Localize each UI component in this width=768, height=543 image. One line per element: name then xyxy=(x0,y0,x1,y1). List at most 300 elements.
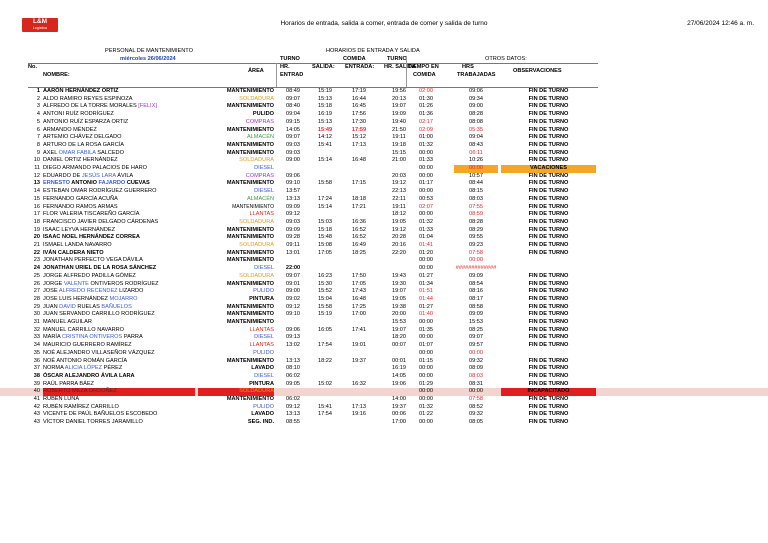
meal-out-time: 15:58 xyxy=(318,303,332,310)
employee-area: MANTENIMIENTO xyxy=(226,280,274,287)
table-row xyxy=(0,211,768,219)
employee-name: MANUEL AGUILAR xyxy=(43,319,92,325)
observation: VACACIONES xyxy=(501,165,596,173)
hours-worked: 09:55 xyxy=(469,234,483,241)
exit-time: 19:12 xyxy=(392,180,406,187)
exit-time: 22:13 xyxy=(392,188,406,195)
employee-area: COMPRAS xyxy=(245,118,274,125)
table-row xyxy=(0,188,768,196)
employee-name: VÍCTOR DANIEL TORRES JARAMILLO xyxy=(43,419,143,426)
employee-name-part: BAÑUELOS xyxy=(101,303,132,310)
meal-duration: 01:34 xyxy=(419,280,433,287)
header-no: No. xyxy=(28,64,38,70)
employee-name: JUAN SERVANDO CARRILLO RODRÍGUEZ xyxy=(43,311,155,318)
meal-out-time: 17:54 xyxy=(318,342,332,349)
table-row xyxy=(0,373,768,381)
observation: FIN DE TURNO xyxy=(528,211,569,218)
table-row xyxy=(0,157,768,165)
employee-name: MAURICIO GUERRERO RAMÍREZ xyxy=(43,342,132,349)
hours-worked: 15:53 xyxy=(469,319,483,325)
exit-time: 19:12 xyxy=(392,226,406,233)
row-number: 36 xyxy=(33,357,40,364)
meal-out-time: 15:08 xyxy=(318,242,332,248)
employee-name-part: JESÚS LARA xyxy=(81,172,116,179)
header-tiempo-en: TIEMPO EN xyxy=(408,64,439,70)
employee-name-part: PÉREZ xyxy=(102,365,123,372)
employee-name: NOÉ ANTONIO ROMÁN GARCÍA xyxy=(43,357,128,364)
row-number: 42 xyxy=(33,403,40,410)
hours-worked: 08:09 xyxy=(469,365,483,372)
exit-time: 22:11 xyxy=(392,195,406,202)
exit-time: 16:19 xyxy=(392,365,406,372)
page-title: Horarios de entrada, salida a comer, entrada de comer y salida de turno xyxy=(280,20,488,27)
table-row xyxy=(0,319,768,327)
employee-area: SOLDADURA xyxy=(198,388,274,396)
employee-name-part: ALFREDO RECENDEZ xyxy=(58,288,118,295)
employee-area: PULIDO xyxy=(252,111,274,118)
observation: FIN DE TURNO xyxy=(528,95,569,102)
employee-area: SOLDADURA xyxy=(239,218,274,225)
meal-in-time: 16:45 xyxy=(352,103,366,110)
header-comida-2: COMIDA xyxy=(413,72,436,78)
meal-out-time xyxy=(309,211,341,219)
employee-name-part: LIZARDO xyxy=(117,288,144,295)
exit-time: 19:05 xyxy=(392,295,406,302)
meal-out-time: 15:18 xyxy=(318,103,332,110)
row-number: 16 xyxy=(33,203,40,210)
employee-area: DIESEL xyxy=(254,165,274,171)
hours-worked: 10:57 xyxy=(469,172,483,179)
meal-duration: 02:07 xyxy=(419,203,433,210)
table-row xyxy=(0,142,768,150)
hours-worked: 08:15 xyxy=(469,188,483,195)
meal-out-time xyxy=(309,396,341,404)
row-number: 11 xyxy=(34,165,40,171)
table-row xyxy=(0,311,768,319)
meal-duration: 00:00 xyxy=(419,365,433,372)
employee-area: LLANTAS xyxy=(249,342,274,349)
meal-duration: 01:07 xyxy=(419,342,433,349)
row-number: 35 xyxy=(33,349,40,356)
row-number: 38 xyxy=(33,372,40,379)
entry-time: 22:00 xyxy=(285,265,301,272)
exit-time: 00:06 xyxy=(392,411,406,418)
meal-duration: 00:00 xyxy=(419,349,433,356)
exit-time: 20:13 xyxy=(392,95,406,102)
meal-in-time xyxy=(343,373,375,381)
exit-time: 18:12 xyxy=(392,211,406,218)
employee-area: DIESEL xyxy=(254,334,274,341)
meal-duration: 00:00 xyxy=(419,319,433,325)
row-number: 8 xyxy=(36,141,40,148)
employee-area: LAVADO xyxy=(251,365,274,372)
employee-name: JONATHAN PERFECTO VEGA DÁVILA xyxy=(43,257,143,264)
employee-name xyxy=(43,296,195,304)
exit-time: 14:05 xyxy=(392,372,406,379)
hours-worked: 08:25 xyxy=(469,326,483,333)
employee-name-part: [FELIX] xyxy=(138,103,157,110)
meal-out-time xyxy=(309,388,341,396)
table-row xyxy=(0,281,768,289)
exit-time: 17:00 xyxy=(392,419,406,426)
employee-area: MANTENIMIENTO xyxy=(226,88,274,94)
table-row xyxy=(0,173,768,181)
entry-time: 13:13 xyxy=(286,357,300,364)
employee-area: MANTENIMIENTO xyxy=(226,357,274,364)
observation: FIN DE TURNO xyxy=(528,195,569,202)
row-number: 18 xyxy=(33,218,40,225)
observation: FIN DE TURNO xyxy=(528,188,569,195)
employee-area: MANTENIMIENTO xyxy=(226,234,274,241)
entry-time: 09:07 xyxy=(286,272,300,279)
header-divider xyxy=(276,63,277,87)
meal-duration: 01:15 xyxy=(419,357,433,364)
observation: FIN DE TURNO xyxy=(528,234,569,241)
table-row xyxy=(0,134,768,142)
exit-time: 19:11 xyxy=(392,203,406,210)
header-comida: COMIDA xyxy=(343,56,366,62)
meal-in-time: 19:16 xyxy=(352,411,366,418)
observation: FIN DE TURNO xyxy=(528,365,569,372)
meal-out-time: 18:22 xyxy=(318,357,332,364)
employee-area: PULIDO xyxy=(253,349,274,356)
entry-time: 09:00 xyxy=(286,288,300,295)
entry-time: 09:03 xyxy=(286,149,300,156)
meal-in-time: 16:36 xyxy=(352,218,366,225)
employee-name: RUBÉN RAMÍREZ CARRILLO xyxy=(43,403,119,410)
row-number: 13 xyxy=(33,180,40,187)
table-row xyxy=(0,265,768,273)
meal-duration: 00:00 xyxy=(419,149,433,156)
observation: FIN DE TURNO xyxy=(528,126,569,133)
meal-in-time: 19:37 xyxy=(352,357,366,364)
employee-area: MANTENIMIENTO xyxy=(232,203,274,210)
observation: FIN DE TURNO xyxy=(528,180,569,187)
row-number: 15 xyxy=(33,195,40,202)
exit-time: 15:53 xyxy=(392,319,406,325)
row-number: 19 xyxy=(33,226,40,233)
employee-area: MANTENIMIENTO xyxy=(226,180,274,187)
employee-area: MANTENIMIENTO xyxy=(226,303,274,310)
meal-in-time xyxy=(343,165,375,173)
employee-name xyxy=(43,288,195,296)
meal-in-time: 17:59 xyxy=(351,126,367,133)
meal-in-time xyxy=(343,211,375,219)
employee-name: FRANCISCO JAVIER DELGADO CÁRDENAS xyxy=(43,218,159,225)
meal-in-time: 17:19 xyxy=(352,88,366,94)
header-entrad: ENTRAD xyxy=(280,72,304,78)
employee-name: RUBÉN LUNA xyxy=(43,396,80,402)
meal-in-time: 17:56 xyxy=(352,111,366,118)
meal-in-time: 17:25 xyxy=(352,303,366,310)
meal-in-time: 16:44 xyxy=(352,95,366,102)
meal-in-time xyxy=(343,334,375,342)
hours-worked: 08:03 xyxy=(469,195,483,202)
meal-duration: 00:00 xyxy=(419,396,433,402)
employee-name: FERNANDO RAMOS ARMAS xyxy=(43,203,118,210)
table-row xyxy=(0,396,768,404)
entry-time: 13:13 xyxy=(286,411,300,418)
employee-area: LLANTAS xyxy=(249,211,274,218)
employee-name xyxy=(43,281,195,289)
hours-worked: ############# xyxy=(455,265,497,272)
entry-time xyxy=(279,165,307,173)
entry-time: 09:12 xyxy=(286,303,300,310)
row-number: 5 xyxy=(36,118,40,125)
employee-name-part: AXEL xyxy=(43,149,59,156)
employee-area: SOLDADURA xyxy=(239,242,274,248)
meal-in-time: 17:15 xyxy=(352,180,366,187)
hours-worked: 09:34 xyxy=(469,95,483,102)
employee-area: SOLDADURA xyxy=(239,272,274,279)
row-number: 4 xyxy=(36,111,40,118)
exit-time: 19:56 xyxy=(392,88,406,94)
table-row xyxy=(0,96,768,104)
meal-duration: 00:00 xyxy=(419,334,433,341)
entry-time: 09:02 xyxy=(286,295,300,302)
employee-name-part: ALICIA LÓPEZ xyxy=(64,365,103,372)
table-row xyxy=(0,273,768,281)
employee-area: ALMACÉN xyxy=(246,134,274,141)
observation: FIN DE TURNO xyxy=(528,226,569,233)
meal-out-time: 15:13 xyxy=(318,118,332,125)
meal-out-time: 15:41 xyxy=(318,403,332,410)
hours-worked: 08:52 xyxy=(469,403,483,410)
meal-duration: 01:40 xyxy=(419,311,433,318)
entry-time: 06:02 xyxy=(286,396,300,402)
meal-out-time: 15:14 xyxy=(318,203,332,210)
entry-time: 09:10 xyxy=(286,180,300,187)
hours-worked: 08:29 xyxy=(469,226,483,233)
employee-name: NOÉ ALEJANDRO VILLASEÑOR VÁZQUEZ xyxy=(43,349,155,356)
hours-worked: 08:44 xyxy=(469,180,483,187)
meal-out-time xyxy=(309,365,341,373)
observation: FIN DE TURNO xyxy=(528,357,569,364)
hours-worked: 07:58 xyxy=(469,249,483,256)
entry-time: 13:02 xyxy=(286,342,300,349)
meal-in-time: 16:52 xyxy=(352,234,366,241)
entry-time: 09:04 xyxy=(286,111,300,118)
meal-out-time xyxy=(309,257,341,265)
meal-in-time xyxy=(343,173,375,181)
employee-name-part: CRISTINA ONTIVEROS xyxy=(61,334,123,341)
meal-out-time xyxy=(309,350,341,358)
entry-time: 08:49 xyxy=(286,88,300,94)
employee-name xyxy=(43,334,195,342)
observation: FIN DE TURNO xyxy=(528,380,569,387)
meal-out-time: 15:04 xyxy=(318,295,332,302)
employee-name-part: DAVID xyxy=(59,303,76,310)
meal-out-time: 16:23 xyxy=(318,272,332,279)
observation: INCAPACITADO xyxy=(501,388,596,396)
employee-name: ARMANDO MÉNDEZ xyxy=(43,126,97,133)
meal-out-time: 15:19 xyxy=(318,88,332,94)
employee-name: RAÚL PARRA BÁEZ xyxy=(43,380,94,387)
meal-duration: 01:36 xyxy=(419,111,433,118)
meal-in-time: 16:49 xyxy=(352,242,366,248)
meal-duration: 00:53 xyxy=(419,195,433,202)
row-number: 12 xyxy=(33,172,40,179)
employee-name: ARTURO DE LA ROSA GARCÍA xyxy=(43,141,125,148)
row-number: 30 xyxy=(33,311,40,318)
meal-in-time xyxy=(343,319,375,327)
meal-duration: 01:26 xyxy=(419,103,433,110)
employee-name xyxy=(43,173,195,181)
meal-duration: 01:32 xyxy=(419,141,433,148)
table-row xyxy=(0,296,768,304)
meal-duration: 01:33 xyxy=(419,157,433,164)
table-row xyxy=(0,234,768,242)
entry-time: 09:06 xyxy=(286,172,300,179)
meal-out-time xyxy=(309,334,341,342)
row-number: 3 xyxy=(36,103,40,110)
entry-time: 08:55 xyxy=(286,419,300,426)
meal-in-time: 17:30 xyxy=(352,118,366,125)
meal-out-time: 15:14 xyxy=(318,157,332,164)
meal-out-time xyxy=(309,173,341,181)
entry-time xyxy=(279,388,307,396)
section-right-title: HORARIOS DE ENTRADA Y SALIDA xyxy=(326,48,420,54)
meal-duration: 01:44 xyxy=(419,295,433,302)
observation: FIN DE TURNO xyxy=(528,419,569,426)
meal-out-time: 15:03 xyxy=(318,218,332,225)
header-otros-datos: OTROS DATOS: xyxy=(485,56,527,62)
meal-out-time: 15:19 xyxy=(318,311,332,318)
entry-time: 09:09 xyxy=(286,226,300,233)
hours-worked: 05:35 xyxy=(469,126,483,133)
employee-area: MANTENIMIENTO xyxy=(226,311,274,318)
employee-area: MANTENIMIENTO xyxy=(226,319,274,325)
meal-in-time xyxy=(343,365,375,373)
table-row xyxy=(0,257,768,265)
meal-out-time: 15:13 xyxy=(318,95,332,102)
observation xyxy=(501,257,596,265)
meal-out-time: 17:05 xyxy=(318,249,332,256)
observation xyxy=(501,265,596,273)
observation: FIN DE TURNO xyxy=(528,396,569,402)
employee-name-part: OMAR FABILA xyxy=(58,149,96,156)
hours-worked: 08:28 xyxy=(469,218,483,225)
row-number: 34 xyxy=(33,342,40,349)
employee-area: MANTENIMIENTO xyxy=(226,126,274,133)
meal-duration: 01:27 xyxy=(419,272,433,279)
row-number: 17 xyxy=(33,211,40,218)
exit-time: 19:09 xyxy=(392,111,406,118)
entry-time: 09:07 xyxy=(286,95,300,102)
row-number: 39 xyxy=(33,380,40,387)
meal-out-time: 15:58 xyxy=(318,180,332,187)
employee-name-part: RUELAS xyxy=(75,303,102,310)
row-number: 22 xyxy=(33,249,40,256)
observation: FIN DE TURNO xyxy=(528,157,569,164)
meal-out-time xyxy=(309,150,341,158)
row-number: 28 xyxy=(33,295,40,302)
hours-worked: 08:16 xyxy=(469,288,483,295)
row-number: 31 xyxy=(33,319,40,325)
meal-in-time: 19:01 xyxy=(352,342,366,349)
employee-area: SOLDADURA xyxy=(239,157,274,164)
meal-duration: 01:32 xyxy=(419,218,433,225)
row-number: 7 xyxy=(36,134,40,141)
employee-name: JORGE ALFREDO PADILLA GÓMEZ xyxy=(43,272,136,279)
meal-in-time: 16:48 xyxy=(352,295,366,302)
employee-name: MANUEL CARRILLO NAVARRO xyxy=(43,326,125,333)
row-number: 21 xyxy=(33,242,40,248)
employee-name xyxy=(43,365,195,373)
observation: FIN DE TURNO xyxy=(528,295,569,302)
employee-area: SOLDADURA xyxy=(239,95,274,102)
meal-out-time: 16:05 xyxy=(318,326,332,333)
meal-duration: 00:00 xyxy=(419,211,433,218)
row-number: 32 xyxy=(33,326,40,333)
meal-out-time: 15:49 xyxy=(317,126,333,133)
employee-area: MANTENIMIENTO xyxy=(226,396,274,402)
observation: FIN DE TURNO xyxy=(528,288,569,295)
meal-in-time: 17:13 xyxy=(352,403,366,410)
hours-worked: 08:03 xyxy=(469,372,483,379)
entry-time: 06:02 xyxy=(286,372,300,379)
employee-name-part: PARRA xyxy=(122,334,143,341)
meal-duration: 01:32 xyxy=(419,403,433,410)
exit-time: 19:05 xyxy=(392,218,406,225)
meal-in-time xyxy=(343,257,375,265)
hours-worked: 07:55 xyxy=(469,203,483,210)
observation: FIN DE TURNO xyxy=(528,149,569,156)
employee-name-part: ALFREDO DE LA TORRE MORALES xyxy=(43,103,139,110)
observation: FIN DE TURNO xyxy=(528,280,569,287)
meal-duration: 00:00 xyxy=(419,165,433,171)
exit-time: 21:50 xyxy=(392,126,406,133)
employee-name: IVÁN CALDERA NIETO xyxy=(43,249,104,256)
employee-name xyxy=(43,180,195,188)
hours-worked: 09:32 xyxy=(469,411,483,418)
exit-time: 18:20 xyxy=(392,334,406,341)
hours-worked: 08:08 xyxy=(469,118,483,125)
entry-time: 09:28 xyxy=(286,234,300,241)
meal-duration: 01:27 xyxy=(419,303,433,310)
employee-name: ANTONI RUÍZ RODRÍGUEZ xyxy=(43,111,114,118)
meal-in-time: 17:50 xyxy=(352,272,366,279)
meal-duration: 01:04 xyxy=(419,234,433,241)
header-salida: SALIDA: xyxy=(312,64,335,70)
table-row xyxy=(0,219,768,227)
observation: FIN DE TURNO xyxy=(528,249,569,256)
table-row xyxy=(0,103,768,111)
employee-name-part: ANTONIO xyxy=(71,180,99,187)
table-row xyxy=(0,242,768,250)
entry-time: 09:03 xyxy=(286,218,300,225)
row-number: 40 xyxy=(33,388,40,395)
exit-time: 19:30 xyxy=(392,280,406,287)
employee-name-part: VALENTE xyxy=(63,280,89,287)
meal-duration: 02:17 xyxy=(419,118,433,125)
entry-time xyxy=(279,350,307,358)
header-divider-2 xyxy=(406,56,407,87)
meal-in-time: 16:52 xyxy=(352,226,366,233)
observation: FIN DE TURNO xyxy=(528,172,569,179)
employee-name: ANTONIO RUÍZ ESPARZA ORTIZ xyxy=(43,118,129,125)
hours-worked: 08:17 xyxy=(469,295,483,302)
table-row xyxy=(0,180,768,188)
header-hr: HR. xyxy=(280,64,290,70)
observation: FIN DE TURNO xyxy=(528,372,569,379)
header-hr-salida: HR. SALIDA xyxy=(384,64,417,70)
meal-duration: 01:35 xyxy=(419,326,433,333)
entry-time: 09:05 xyxy=(286,380,300,387)
employee-name: ISAAC LEYVA HERNÁNDEZ xyxy=(43,226,116,233)
employee-name: AARÓN HERNÁNDEZ ORTIZ xyxy=(43,88,119,94)
exit-time: 19:38 xyxy=(392,303,406,310)
